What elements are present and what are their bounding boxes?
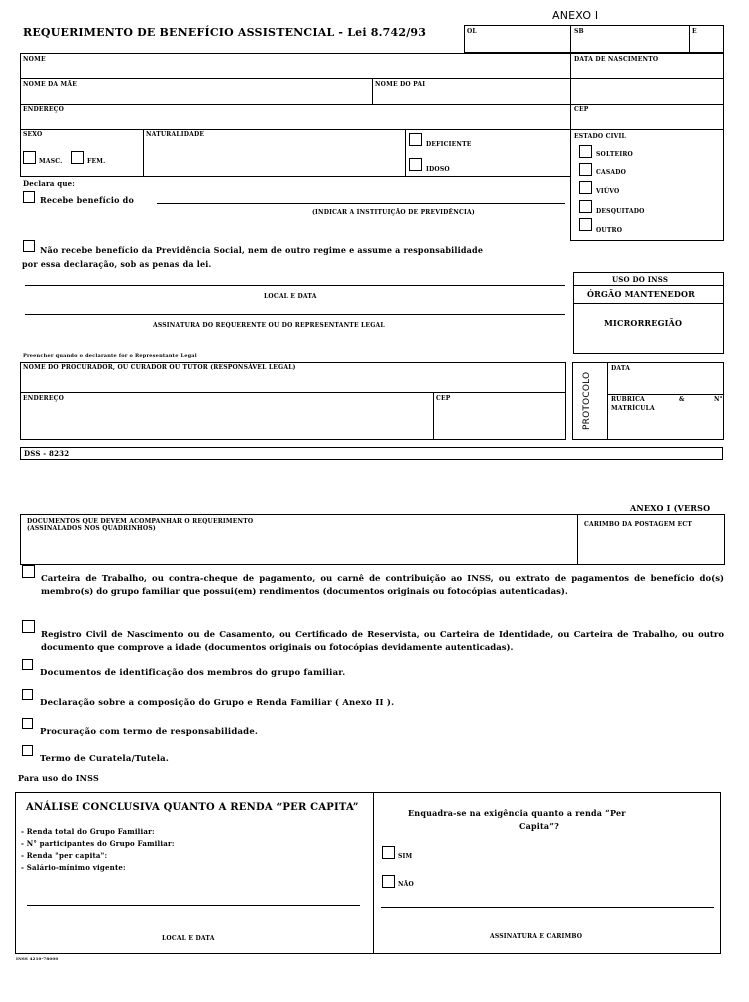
fem-checkbox[interactable] <box>71 151 84 164</box>
amp-label: & <box>679 396 685 403</box>
form-title: REQUERIMENTO DE BENEFÍCIO ASSISTENCIAL - Lei 8.742/93 <box>23 26 427 39</box>
local-data-label: LOCAL E DATA <box>264 293 317 300</box>
nao-checkbox[interactable] <box>382 875 395 888</box>
form-code: DSS - 8232 <box>24 449 70 458</box>
deficiente-checkbox[interactable] <box>409 133 422 146</box>
analise-item-3: - Renda "per capita": <box>21 851 108 860</box>
sim-checkbox[interactable] <box>382 846 395 859</box>
nao-recebe-checkbox[interactable] <box>23 240 35 252</box>
idoso-checkbox[interactable] <box>409 158 422 171</box>
solteiro-checkbox[interactable] <box>579 145 592 158</box>
docs-title-1: DOCUMENTOS QUE DEVEM ACOMPANHAR O REQUERIMENTO <box>27 518 254 525</box>
casado-checkbox[interactable] <box>579 163 592 176</box>
desquitado-checkbox[interactable] <box>579 200 592 213</box>
assinatura-label: ASSINATURA DO REQUERENTE OU DO REPRESENTANTE LEGAL <box>153 322 385 329</box>
protocolo-box <box>572 362 724 440</box>
doc-item-3: Documentos de identificação dos membros do grupo familiar. <box>40 668 346 678</box>
sexo-label: SEXO <box>23 131 43 138</box>
procurador-cep-label: CEP <box>436 395 451 402</box>
orgao-label: ÓRGÃO MANTENEDOR <box>587 289 696 299</box>
doc-checkbox-2[interactable] <box>22 620 35 633</box>
nao-label: NÃO <box>398 881 414 888</box>
outro-label: OUTRO <box>596 227 623 234</box>
procurador-endereco-label: ENDEREÇO <box>23 395 64 402</box>
matricula-label: MATRÍCULA <box>611 405 655 412</box>
rubrica-label: RUBRICA <box>611 396 645 403</box>
estado-civil-label: ESTADO CIVIL <box>574 133 626 140</box>
doc-item-1: Carteira de Trabalho, ou contra-cheque de pagamento, ou carnê de contribuição ao INSS, ou extrato de pagamentos de benefício do(s) membro(s) do grupo familiar que possui(em) rendimentos (documentos originais ou fotocópias autenticadas). <box>41 574 724 597</box>
masc-label: MASC. <box>39 158 63 165</box>
nome-mae-label: NOME DA MÃE <box>23 81 78 88</box>
endereco-label: ENDEREÇO <box>23 106 64 113</box>
desquitado-label: DESQUITADO <box>596 208 645 215</box>
analise-title: ANÁLISE CONCLUSIVA QUANTO A RENDA “PER CAPITA” <box>26 802 359 813</box>
nao-recebe-text-2: por essa declaração, sob as penas da lei. <box>22 259 212 269</box>
nao-recebe-text-1: Não recebe benefício da Previdência Social, nem de outro regime e assume a responsabilidade <box>40 245 484 255</box>
deficiente-label: DEFICIENTE <box>426 141 472 148</box>
e-label: E <box>692 28 697 35</box>
ol-label: OL <box>467 28 477 35</box>
annex-label: ANEXO I <box>552 9 599 22</box>
protocolo-label: PROTOCOLO <box>582 371 592 430</box>
doc-checkbox-1[interactable] <box>22 565 35 578</box>
data-label: DATA <box>611 365 631 372</box>
docs-title-2: (ASSINALADOS NOS QUADRINHOS) <box>27 525 156 532</box>
outro-checkbox[interactable] <box>579 218 592 231</box>
enquadra-text-2: Capita”? <box>519 821 559 831</box>
procurador-box <box>20 362 566 440</box>
viuvo-checkbox[interactable] <box>579 181 592 194</box>
masc-checkbox[interactable] <box>23 151 36 164</box>
casado-label: CASADO <box>596 169 627 176</box>
idoso-label: IDOSO <box>426 166 450 173</box>
analise-item-2: - N° participantes do Grupo Familiar: <box>21 839 175 848</box>
doc-checkbox-5[interactable] <box>22 718 33 729</box>
naturalidade-label: NATURALIDADE <box>146 131 205 138</box>
enquadra-text-1: Enquadra-se na exigência quanto a renda “Per <box>408 808 626 818</box>
recebe-label: Recebe benefício do <box>40 195 134 205</box>
sb-label: SB <box>574 28 584 35</box>
para-uso-label: Para uso do INSS <box>18 773 99 783</box>
sim-label: SIM <box>398 853 413 860</box>
micro-label: MICRORREGIÃO <box>604 318 683 328</box>
uso-inss-label: USO DO INSS <box>612 275 669 284</box>
ol-box[interactable] <box>464 25 571 53</box>
assinatura-carimbo-label: ASSINATURA E CARIMBO <box>490 933 583 940</box>
doc-item-4: Declaração sobre a composição do Grupo e Renda Familiar ( Anexo II ). <box>40 698 395 708</box>
sb-box[interactable] <box>570 25 724 53</box>
analise-local-data-label: LOCAL E DATA <box>162 935 215 942</box>
cep-label: CEP <box>574 106 589 113</box>
doc-checkbox-3[interactable] <box>22 659 33 670</box>
recebe-checkbox[interactable] <box>23 191 35 203</box>
nr-label: N° <box>714 396 723 403</box>
verso-annex-label: ANEXO I (VERSO <box>630 503 711 513</box>
carimbo-label: CARIMBO DA POSTAGEM ECT <box>584 521 693 528</box>
procurador-nome-label: NOME DO PROCURADOR, OU CURADOR OU TUTOR (RESPONSÁVEL LEGAL) <box>23 364 296 371</box>
fem-label: FEM. <box>87 158 106 165</box>
doc-item-5: Procuração com termo de responsabilidade. <box>40 727 259 737</box>
analise-item-1: - Renda total do Grupo Familiar: <box>21 827 155 836</box>
form-code-bar <box>20 447 723 460</box>
doc-item-2: Registro Civil de Nascimento ou de Casamento, ou Certificado de Reservista, ou Carteira de Identidade, ou Carteira de Trabalho, ou outro documento que comprove a idade (documentos originais ou fotocópias devidamente autenticadas). <box>41 630 724 653</box>
indicar-label: (INDICAR A INSTITUIÇÃO DE PREVIDÊNCIA) <box>312 209 475 216</box>
footer-code: INSS 4210-78000 <box>16 956 59 961</box>
solteiro-label: SOLTEIRO <box>596 151 633 158</box>
viuvo-label: VIÚVO <box>596 188 620 195</box>
doc-checkbox-4[interactable] <box>22 689 33 700</box>
procurador-note: Preencher quando o declarante for o Representante Legal <box>23 353 197 359</box>
declara-label: Declara que: <box>23 179 76 188</box>
doc-item-6: Termo de Curatela/Tutela. <box>40 754 170 764</box>
data-nascimento-label: DATA DE NASCIMENTO <box>574 56 659 63</box>
nome-pai-label: NOME DO PAI <box>375 81 426 88</box>
nome-label: NOME <box>23 56 46 63</box>
analise-item-4: - Salário-mínimo vigente: <box>21 863 126 872</box>
doc-checkbox-6[interactable] <box>22 745 33 756</box>
